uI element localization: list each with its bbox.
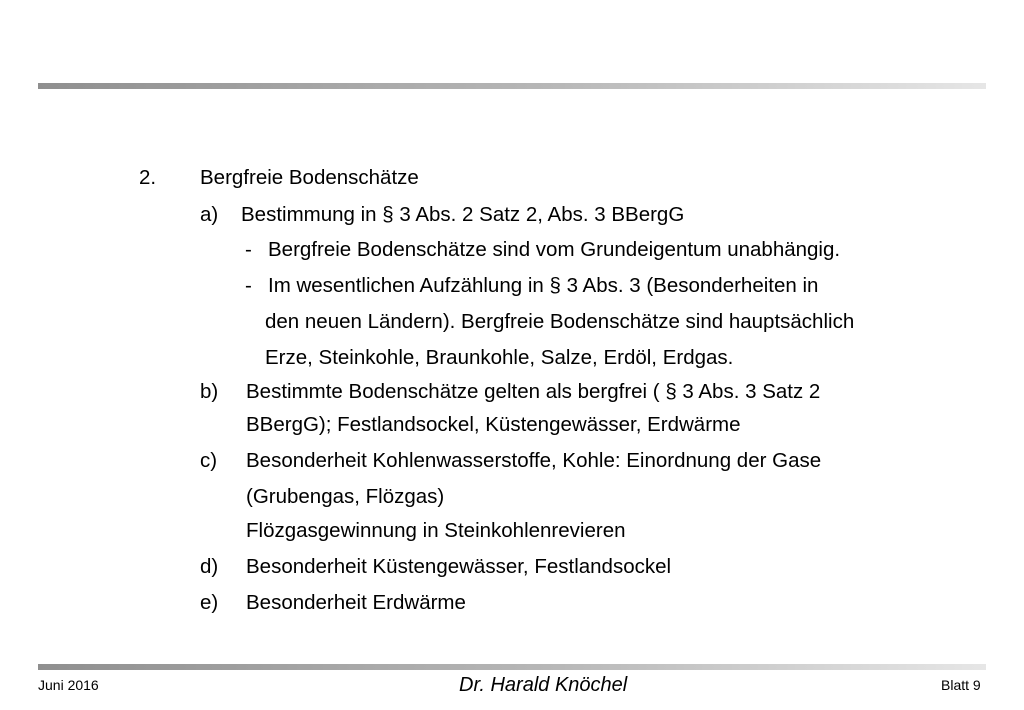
item-a-text: Bestimmung in § 3 Abs. 2 Satz 2, Abs. 3 BBergG (241, 203, 685, 226)
item-b-continuation: BBergG); Festlandsockel, Küstengewässer, Erdwärme (246, 413, 741, 436)
dash-2-continuation-1: den neuen Ländern). Bergfreie Bodenschätze sind hauptsächlich (265, 310, 855, 333)
footer-date: Juni 2016 (38, 677, 99, 693)
item-d-marker: d) (200, 555, 219, 578)
dash-1-marker: - (245, 238, 252, 261)
item-b-marker: b) (200, 380, 219, 403)
item-c-continuation-2: Flözgasgewinnung in Steinkohlenrevieren (246, 519, 626, 542)
item-e-marker: e) (200, 591, 219, 614)
item-b-text: Bestimmte Bodenschätze gelten als bergfrei ( § 3 Abs. 3 Satz 2 (246, 380, 821, 403)
top-divider (38, 83, 986, 89)
item-a-marker: a) (200, 203, 219, 226)
bottom-divider (38, 664, 986, 670)
item-e-text: Besonderheit Erdwärme (246, 591, 466, 614)
section-number: 2. (139, 166, 157, 189)
item-c-continuation-1: (Grubengas, Flözgas) (246, 485, 445, 508)
item-d-text: Besonderheit Küstengewässer, Festlandsockel (246, 555, 672, 578)
section-title: Bergfreie Bodenschätze (200, 166, 419, 189)
dash-2-text: Im wesentlichen Aufzählung in § 3 Abs. 3 (Besonderheiten in (268, 274, 819, 297)
footer-page-number: Blatt 9 (941, 677, 981, 693)
item-c-text: Besonderheit Kohlenwasserstoffe, Kohle: Einordnung der Gase (246, 449, 822, 472)
item-c-marker: c) (200, 449, 218, 472)
dash-2-continuation-2: Erze, Steinkohle, Braunkohle, Salze, Erdöl, Erdgas. (265, 346, 734, 369)
dash-1-text: Bergfreie Bodenschätze sind vom Grundeigentum unabhängig. (268, 238, 841, 261)
dash-2-marker: - (245, 274, 252, 297)
footer-author: Dr. Harald Knöchel (459, 674, 628, 696)
